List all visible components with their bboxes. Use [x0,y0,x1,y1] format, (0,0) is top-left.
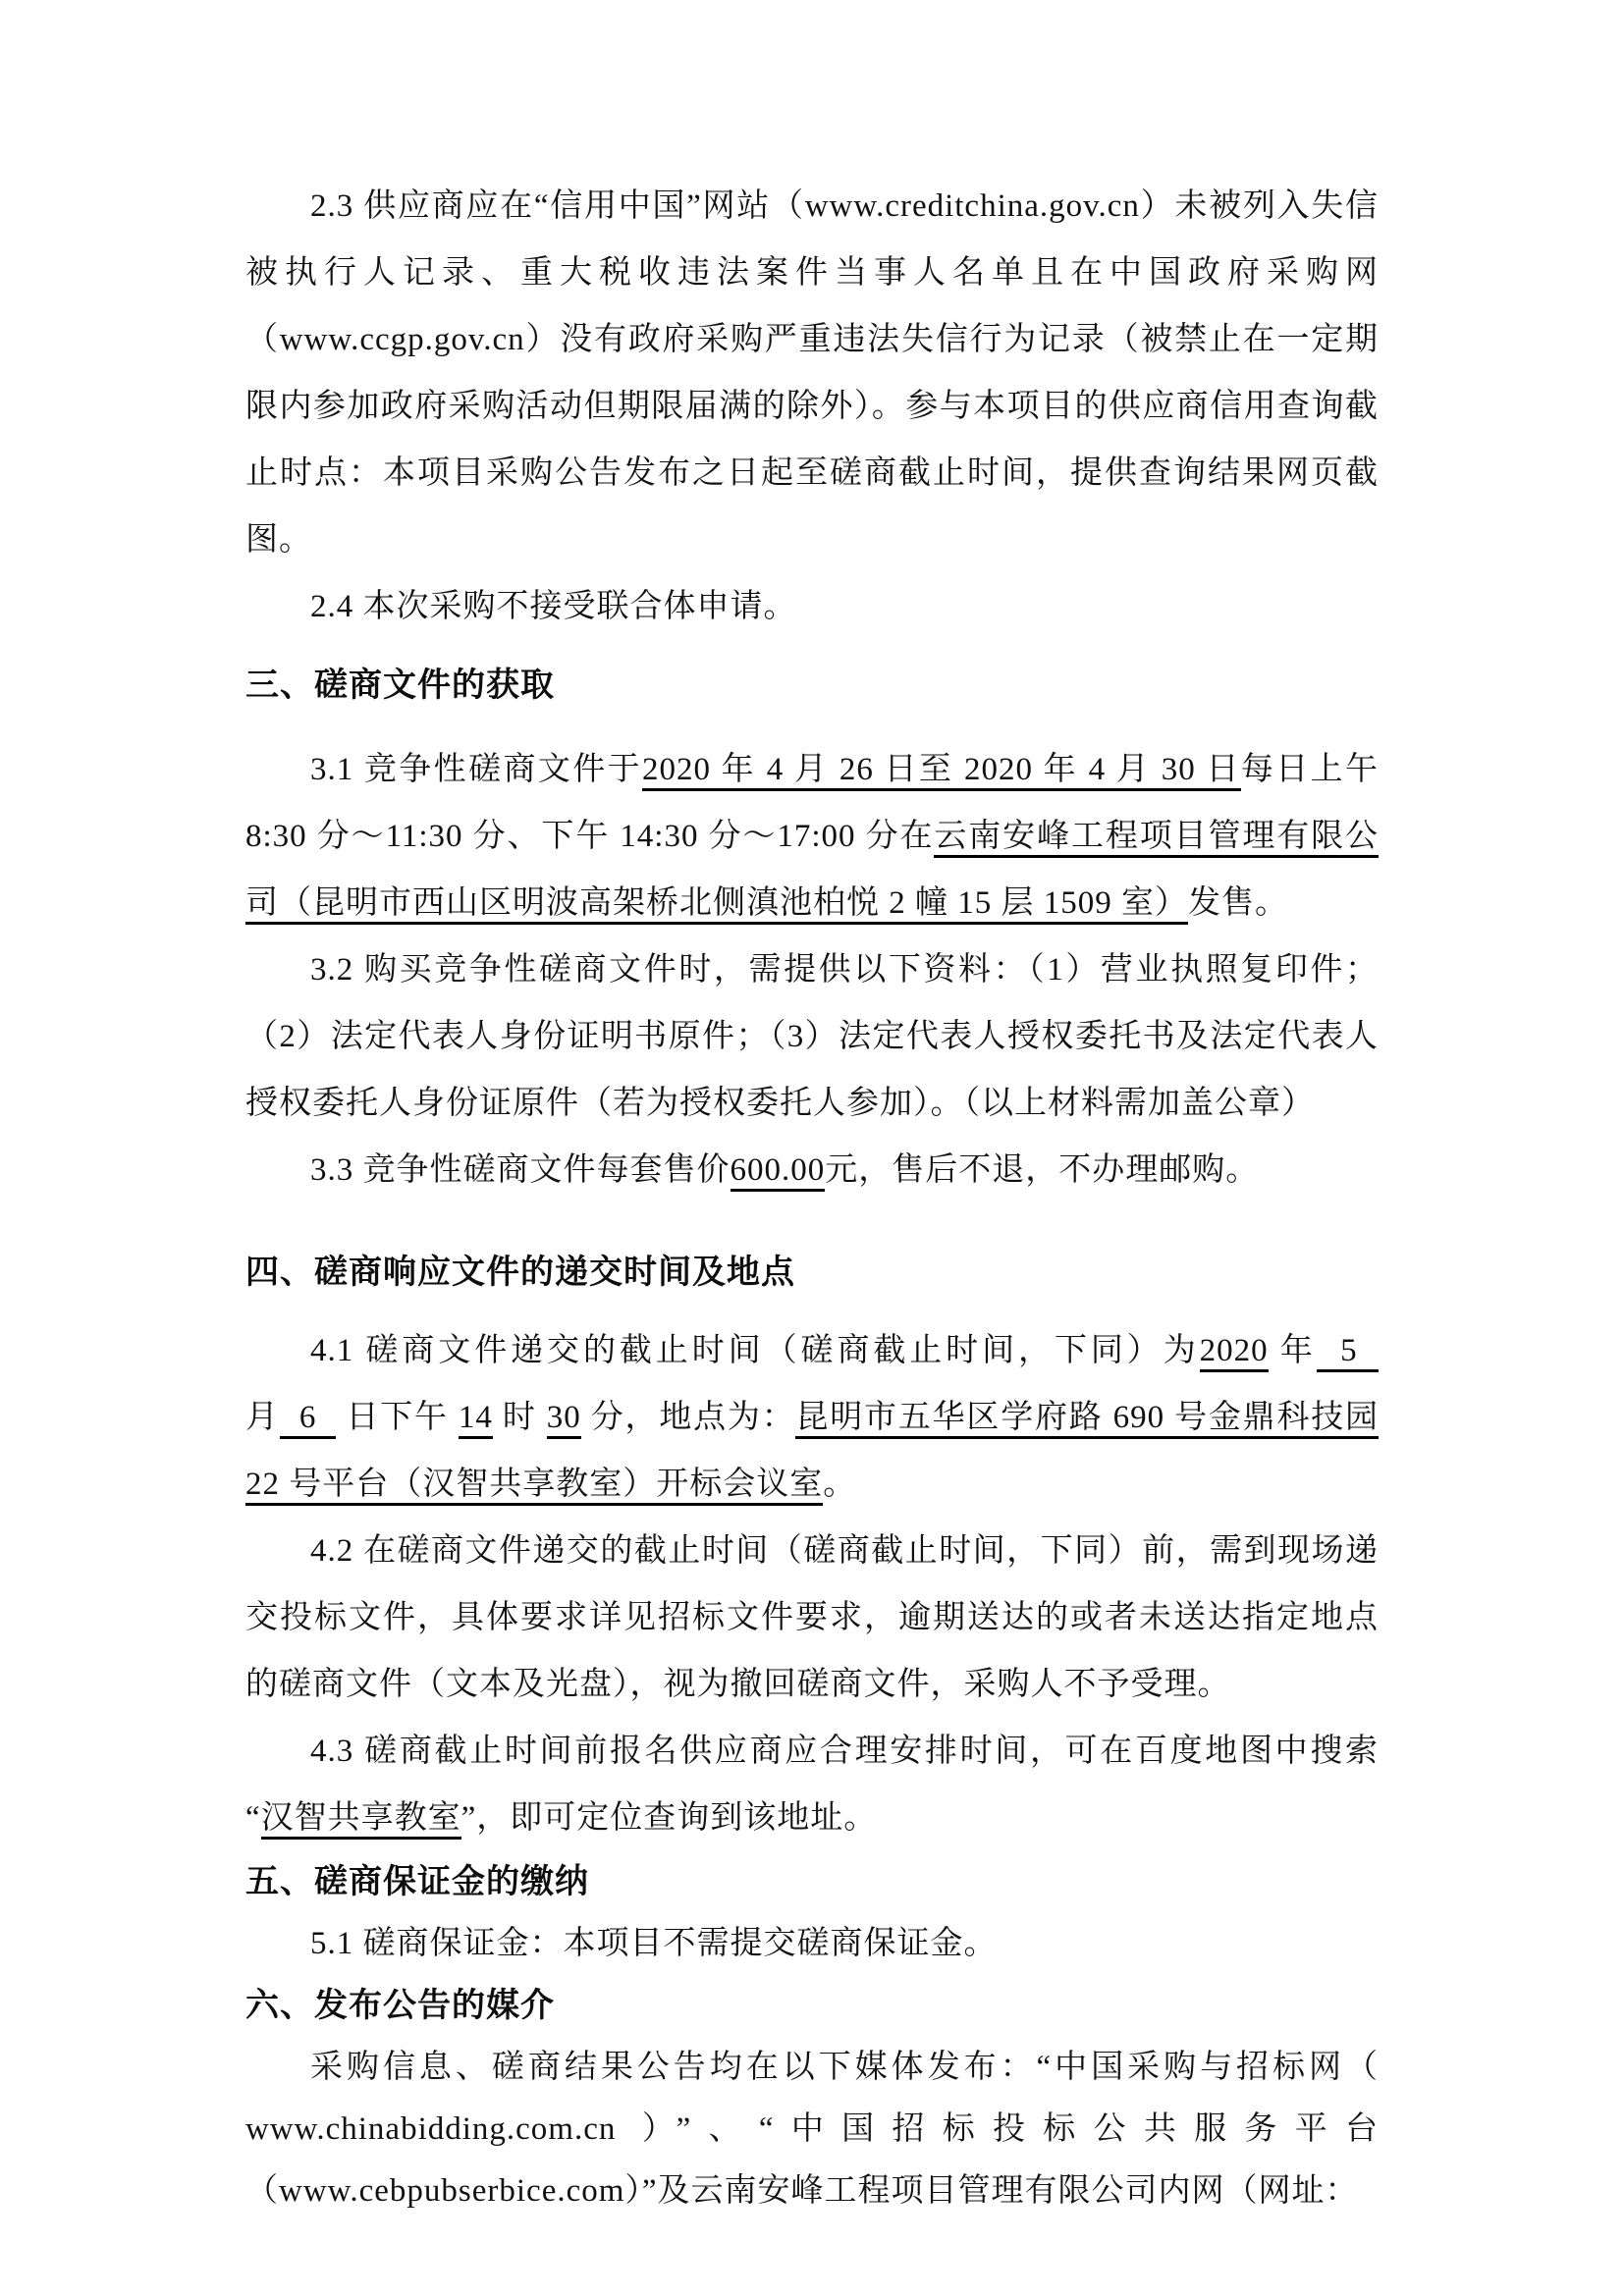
paragraph-clause-6-1 [245,2037,1379,2222]
underlined-segment-minute: 30 [547,1400,581,1439]
underlined-segment-hour: 14 [459,1400,493,1439]
text-segment: 采购信息、磋商结果公告均在以下媒体发布：“中国采购与招标网（ www.chinabidding.com.cn ）”、“中国招标投标公共服务平台（www.cebpubserbice.com）”及云南安峰工程项目管理有限公司内网（网址： [245,2050,1379,2209]
paragraph-clause-3-1 [245,736,1379,936]
section-heading-4: 四、磋商响应文件的递交时间及地点 [245,1254,795,1291]
text-segment: ”，即可定位查询到该地址。 [460,1800,878,1836]
underlined-segment-submit-address: 昆明市五华区学府路 690 号金鼎科技园 22 号平台（汉智共享教室）开标会议室 [245,1400,1379,1506]
text-segment: 5.1 磋商保证金：本项目不需提交磋商保证金。 [310,1926,998,1961]
text-segment: 分，地点为： [580,1400,796,1435]
paragraph-clause-4-1 [245,1317,1379,1518]
text-segment: 年 [1268,1333,1317,1368]
underlined-segment-sale-address: 云南安峰工程项目管理有限公司（昆明市西山区明波高架桥北侧滇池柏悦 2 幢 15 层 1509 室） [245,819,1379,925]
underlined-segment-year: 2020 [1200,1333,1269,1372]
section-heading-5: 五、磋商保证金的缴纳 [245,1863,589,1900]
paragraph-clause-5-1 [245,1913,1379,1975]
text-segment: 3.3 竞争性磋商文件每套售价 [310,1152,731,1188]
text-segment: 4.2 在磋商文件递交的截止时间（磋商截止时间，下同）前，需到现场递交投标文件，具体要求详见招标文件要求，逾期送达的或者未送达指定地点的磋商文件（文本及光盘），视为撤回磋商文件，采购人不予受理。 [245,1533,1379,1702]
text-segment: 发售。 [1188,885,1288,921]
text-segment: 日下午 [336,1400,459,1435]
text-segment: 2.3 供应商应在“信用中国”网站（www.creditchina.gov.cn）未被列入失信被执行人记录、重大税收违法案件当事人名单且在中国政府采购网（www.ccgp.gov.cn）没有政府采购严重违法失信行为记录（被禁止在一定期限内参加政府采购活动但期限届满的除外）。参与本项目的供应商信用查询截止时点：本项目采购公告发布之日起至磋商截止时间，提供查询结果网页截图。 [245,188,1379,558]
underlined-segment-day: 6 [280,1400,337,1439]
paragraph-clause-4-2 [245,1518,1379,1718]
paragraph-clause-3-2 [245,936,1379,1137]
text-segment: 时 [492,1400,547,1435]
text-segment: 4.1 磋商文件递交的截止时间（磋商截止时间，下同）为 [310,1333,1200,1368]
text-segment: 每日上午 8:30 分～11:30 分、下午 14:30 分～17:00 分在 [245,752,1380,854]
text-segment: 3.2 购买竞争性磋商文件时，需提供以下资料：（1）营业执照复印件；（2）法定代表人身份证明书原件；（3）法定代表人授权委托书及法定代表人授权委托人身份证原件（若为授权委托人参加）。（以上材料需加盖公章） [245,952,1379,1121]
underlined-segment-month: 5 [1317,1333,1379,1372]
paragraph-clause-2-4 [245,573,1379,640]
paragraph-clause-4-3 [245,1718,1379,1851]
underlined-segment-sale-dates: 2020 年 4 月 26 日至 2020 年 4 月 30 日 [642,752,1241,791]
text-segment: 月 [245,1400,280,1435]
paragraph-clause-2-3 [245,173,1379,573]
section-heading-6: 六、发布公告的媒介 [245,1987,555,2024]
text-segment: 元，售后不退，不办理邮购。 [825,1152,1260,1188]
text-segment: 3.1 竞争性磋商文件于 [310,752,643,787]
underlined-segment-classroom: 汉智共享教室 [261,1800,461,1840]
section-heading-3: 三、磋商文件的获取 [245,667,555,704]
text-segment: 。 [823,1467,857,1502]
text-segment: 2.4 本次采购不接受联合体申请。 [310,589,797,624]
paragraph-clause-3-3 [245,1137,1379,1203]
underlined-segment-price: 600.00 [731,1152,826,1192]
text-segment: 4.3 磋商截止时间前报名供应商应合理安排时间，可在百度地图中搜索“ [245,1734,1379,1836]
